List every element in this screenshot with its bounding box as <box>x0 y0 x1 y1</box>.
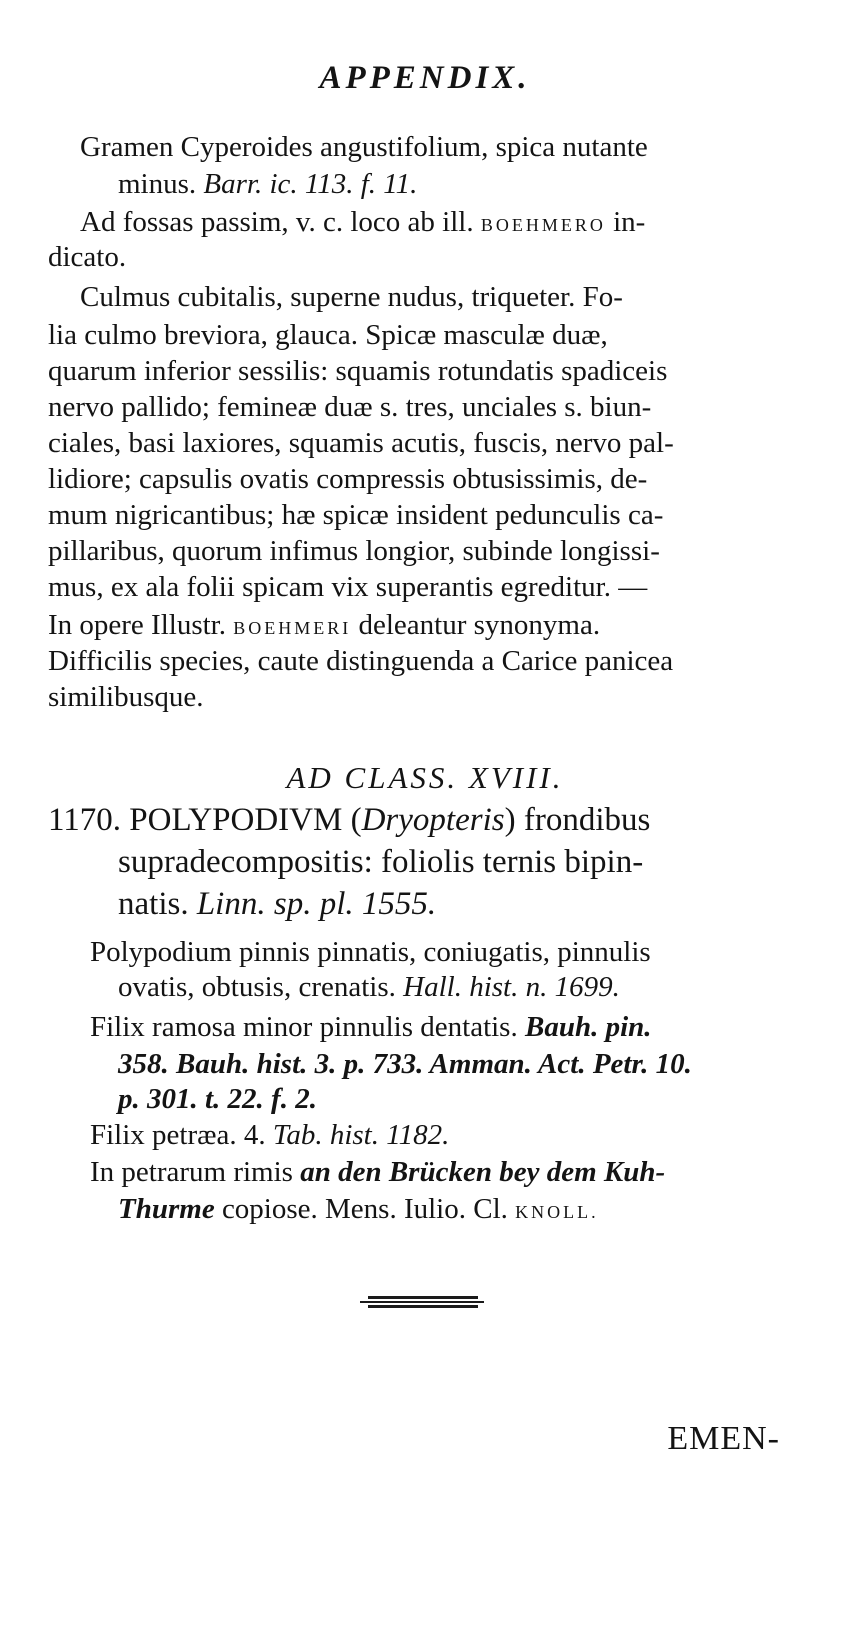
section-heading: AD CLASS. XVIII. <box>286 760 564 795</box>
species-name: Dryopteris <box>361 802 505 838</box>
citation: Linn. sp. pl. 1555. <box>196 886 437 922</box>
text-line <box>118 884 436 924</box>
paren-close: ) <box>504 802 516 838</box>
text-fragment: natis. <box>118 886 189 922</box>
text-line: similibusque. <box>48 681 204 713</box>
text-fragment: In opere Illustr. <box>48 609 226 641</box>
text-line <box>80 130 648 164</box>
ornament-rule <box>360 1301 484 1303</box>
text-line <box>48 608 600 645</box>
text-line: supradecompositis: foliolis ternis bipin- <box>118 844 644 880</box>
catchword: EMEN- <box>667 1420 780 1457</box>
text-line: Difficilis species, caute distinguenda a Carice panicea <box>48 645 674 677</box>
entry-number: 1170. <box>48 802 122 838</box>
citation: Bauh. pin. <box>524 1011 652 1043</box>
plant-name: Gramen Cyperoides angustifolium, spica nutante <box>80 131 648 163</box>
text-line <box>90 1118 449 1152</box>
text-line: mus, ex ala folii spicam vix superantis egreditur. — <box>48 571 648 603</box>
paren-open: ( <box>350 802 362 838</box>
text-line: lidiore; capsulis ovatis compressis obtusissimis, de- <box>48 463 648 495</box>
text-line: quarum inferior sessilis: squamis rotundatis spadiceis <box>48 355 668 387</box>
text-fragment: copiose. Mens. Iulio. Cl. <box>221 1193 508 1225</box>
citation-line: 358. Bauh. hist. 3. p. 733. Amman. Act. Petr. 10. <box>118 1048 692 1080</box>
text-line <box>80 205 645 242</box>
text-fragment: in- <box>613 206 646 238</box>
text-fragment: In petrarum rimis <box>90 1156 293 1188</box>
text-line: nervo pallido; femineæ duæ s. tres, unciales s. biun- <box>48 391 652 423</box>
text-line <box>118 1192 599 1229</box>
german-locality: Thurme <box>118 1193 215 1225</box>
author-name: BOEHMERI <box>233 618 352 638</box>
text-line: mum nigricantibus; hæ spicæ insident pedunculis ca- <box>48 499 664 531</box>
author-name: BOEHMERO <box>480 215 606 235</box>
text-line <box>118 970 620 1004</box>
text-fragment: Filix ramosa minor pinnulis dentatis. <box>90 1011 518 1043</box>
text-fragment: Ad fossas passim, v. c. loco ab ill. <box>80 206 474 238</box>
text-fragment: Filix petræa. 4. <box>90 1119 266 1151</box>
text-line <box>118 167 417 201</box>
text-line: Culmus cubitalis, superne nudus, triqueter. Fo- <box>80 281 623 313</box>
text-fragment: frondibus <box>523 802 651 838</box>
text-line <box>48 240 126 274</box>
citation: Barr. ic. 113. f. 11. <box>203 168 418 200</box>
text-line <box>90 1010 652 1044</box>
text-line: Polypodium pinnis pinnatis, coniugatis, pinnulis <box>90 936 651 968</box>
genus-name: POLYPODIVM <box>129 802 343 838</box>
citation: Tab. hist. 1182. <box>272 1119 450 1151</box>
text-fragment: ovatis, obtusis, crenatis. <box>118 971 396 1003</box>
citation: Hall. hist. n. 1699. <box>403 971 620 1003</box>
ornament-rule <box>368 1296 478 1299</box>
text-fragment: minus. <box>118 168 197 200</box>
text-line: lia culmo breviora, glauca. Spicæ masculæ duæ, <box>48 319 608 351</box>
entry-heading <box>48 800 650 840</box>
text-line <box>90 1155 665 1189</box>
german-locality: an den Brücken bey dem Kuh- <box>300 1156 666 1188</box>
text-line: ciales, basi laxiores, squamis acutis, fuscis, nervo pal- <box>48 427 674 459</box>
citation-line: p. 301. t. 22. f. 2. <box>118 1083 317 1115</box>
author-name: KNOLL. <box>515 1202 599 1222</box>
text-line: pillaribus, quorum infimus longior, subinde longissi- <box>48 535 660 567</box>
text-fragment: dicato. <box>48 241 127 273</box>
text-fragment: deleantur synonyma. <box>358 609 601 641</box>
running-header: APPENDIX. <box>319 60 531 96</box>
ornament-rule <box>368 1305 478 1308</box>
